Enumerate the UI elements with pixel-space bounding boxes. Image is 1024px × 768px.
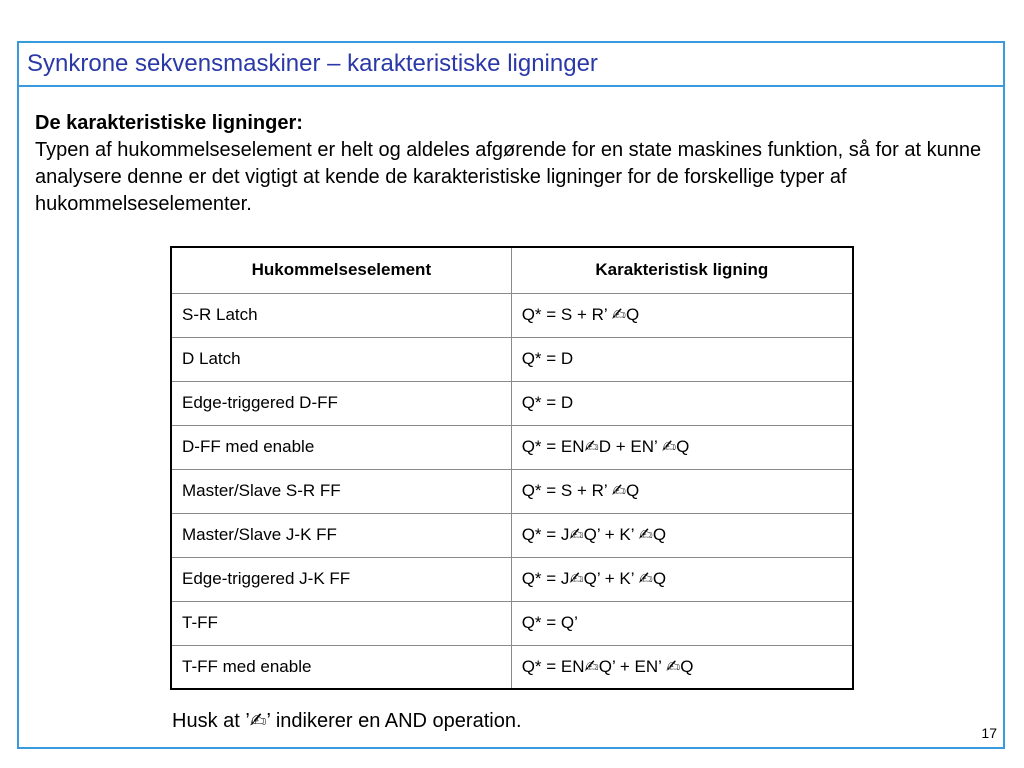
- title-bar: [17, 41, 1005, 87]
- intro-text: [35, 110, 995, 218]
- intro-body: Typen af hukommelseselement er helt og aldeles afgørende for en state maskines funktion, så for at kunne analysere denne er det vigtigt at kende de karakteristiske ligninger for de forskellige typer af hukommelseselementer.: [35, 139, 982, 215]
- cell-equation: Q* = J✍Q’ + K’ ✍Q: [511, 557, 853, 601]
- header-characteristic-equation: Karakteristisk ligning: [511, 247, 853, 293]
- cell-equation: Q* = J✍Q’ + K’ ✍Q: [511, 513, 853, 557]
- cell-element: Master/Slave J-K FF: [171, 513, 511, 557]
- cell-element: T-FF: [171, 601, 511, 645]
- table-row: [171, 425, 853, 469]
- header-memory-element: Hukommelseselement: [171, 247, 511, 293]
- cell-element: S-R Latch: [171, 293, 511, 337]
- table-row: [171, 293, 853, 337]
- page-number: 17: [981, 725, 997, 741]
- cell-equation: Q* = D: [511, 381, 853, 425]
- cell-equation: Q* = S + R’ ✍Q: [511, 469, 853, 513]
- table-header-row: [171, 247, 853, 293]
- cell-element: D Latch: [171, 337, 511, 381]
- cell-element: Edge-triggered J-K FF: [171, 557, 511, 601]
- cell-equation: Q* = D: [511, 337, 853, 381]
- cell-element: T-FF med enable: [171, 645, 511, 689]
- and-operation-note: Husk at ’✍’ indikerer en AND operation.: [172, 710, 522, 732]
- table-row: [171, 469, 853, 513]
- table-row: [171, 557, 853, 601]
- cell-equation: Q* = EN✍Q’ + EN’ ✍Q: [511, 645, 853, 689]
- cell-element: Edge-triggered D-FF: [171, 381, 511, 425]
- table-row: [171, 645, 853, 689]
- slide-title: Synkrone sekvensmaskiner – karakteristiske ligninger: [27, 50, 598, 77]
- cell-equation: Q* = EN✍D + EN’ ✍Q: [511, 425, 853, 469]
- cell-element: D-FF med enable: [171, 425, 511, 469]
- equations-table: [170, 246, 854, 690]
- table-row: [171, 513, 853, 557]
- cell-equation: Q* = S + R’ ✍Q: [511, 293, 853, 337]
- intro-heading: De karakteristiske ligninger:: [35, 112, 303, 134]
- cell-equation: Q* = Q’: [511, 601, 853, 645]
- table-row: [171, 381, 853, 425]
- table-row: [171, 601, 853, 645]
- cell-element: Master/Slave S-R FF: [171, 469, 511, 513]
- table-row: [171, 337, 853, 381]
